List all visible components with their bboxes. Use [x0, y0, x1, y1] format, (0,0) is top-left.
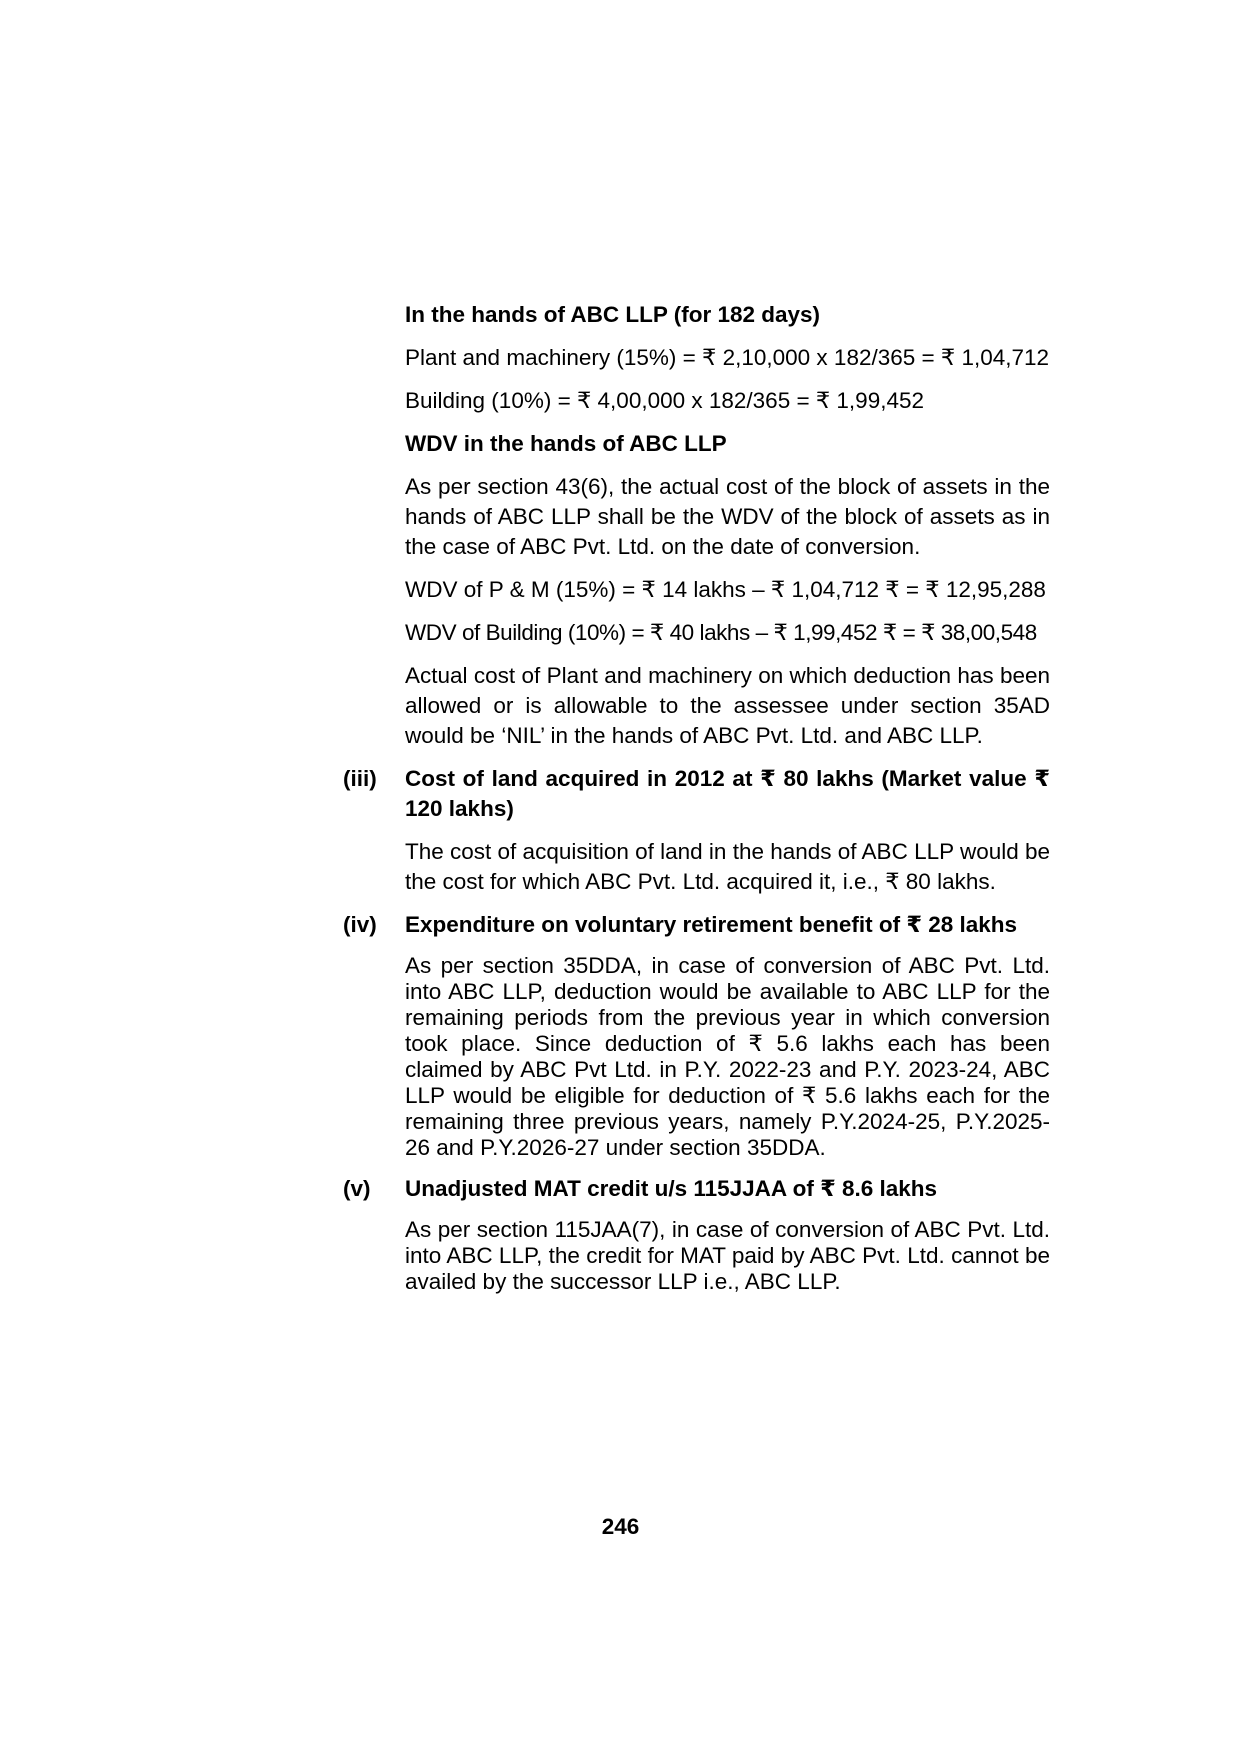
- page-number: 246: [601, 1514, 640, 1539]
- section-heading-wdv: WDV in the hands of ABC LLP: [405, 431, 727, 456]
- item-title: Cost of land acquired in 2012 at ₹ 80 lakhs (Market value ₹ 120 lakhs): [405, 766, 1050, 821]
- section-heading-llp: In the hands of ABC LLP (for 182 days): [405, 302, 821, 327]
- item-iii: [343, 764, 1051, 897]
- item-body: As per section 115JAA(7), in case of conversion of ABC Pvt. Ltd. into ABC LLP, the credit for MAT paid by ABC Pvt. Ltd. cannot be availed by the successor LLP i.e., ABC LLP.: [405, 1217, 1050, 1294]
- item-number: (iv): [343, 912, 377, 937]
- building-depreciation: Building (10%) = ₹ 4,00,000 x 182/365 = ₹ 1,99,452: [405, 388, 924, 413]
- item-title: Expenditure on voluntary retirement benefit of ₹ 28 lakhs: [405, 912, 1018, 937]
- wdv-explanation: As per section 43(6), the actual cost of the block of assets in the hands of ABC LLP shall be the WDV of the block of assets as in the case of ABC Pvt. Ltd. on the date of conversion.: [405, 474, 1050, 559]
- wdv-building: WDV of Building (10%) = ₹ 40 lakhs – ₹ 1,99,452 ₹ = ₹ 38,00,548: [405, 620, 1037, 645]
- item-iv: [343, 910, 1050, 1161]
- page-content: [343, 300, 1051, 1308]
- item-body: As per section 35DDA, in case of conversion of ABC Pvt. Ltd. into ABC LLP, deduction would be available to ABC LLP for the remaining periods from the previous year in which conversion took place. Since deduction of ₹ 5.6 lakhs each has been claimed by ABC Pvt Ltd. in P.Y. 2022-23 and P.Y. 2023-24, ABC LLP would be eligible for deduction of ₹ 5.6 lakhs each for the remaining three previous years, namely P.Y.2024-25, P.Y.2025-26 and P.Y.2026-27 under section 35DDA.: [405, 953, 1050, 1160]
- item-number: (v): [343, 1176, 371, 1201]
- item-v: [343, 1174, 1050, 1295]
- item-body: The cost of acquisition of land in the hands of ABC LLP would be the cost for which ABC Pvt. Ltd. acquired it, i.e., ₹ 80 lakhs.: [405, 839, 1051, 894]
- plant-machinery-depreciation: Plant and machinery (15%) = ₹ 2,10,000 x 182/365 = ₹ 1,04,712: [405, 345, 1050, 370]
- item-title: Unadjusted MAT credit u/s 115JJAA of ₹ 8.6 lakhs: [405, 1176, 938, 1201]
- section-35ad-note: Actual cost of Plant and machinery on which deduction has been allowed or is allowable to the assessee under section 35AD would be ‘NIL’ in the hands of ABC Pvt. Ltd. and ABC LLP.: [405, 663, 1050, 748]
- wdv-plant-machinery: WDV of P & M (15%) = ₹ 14 lakhs – ₹ 1,04,712 ₹ = ₹ 12,95,288: [405, 577, 1046, 602]
- item-number: (iii): [343, 766, 377, 791]
